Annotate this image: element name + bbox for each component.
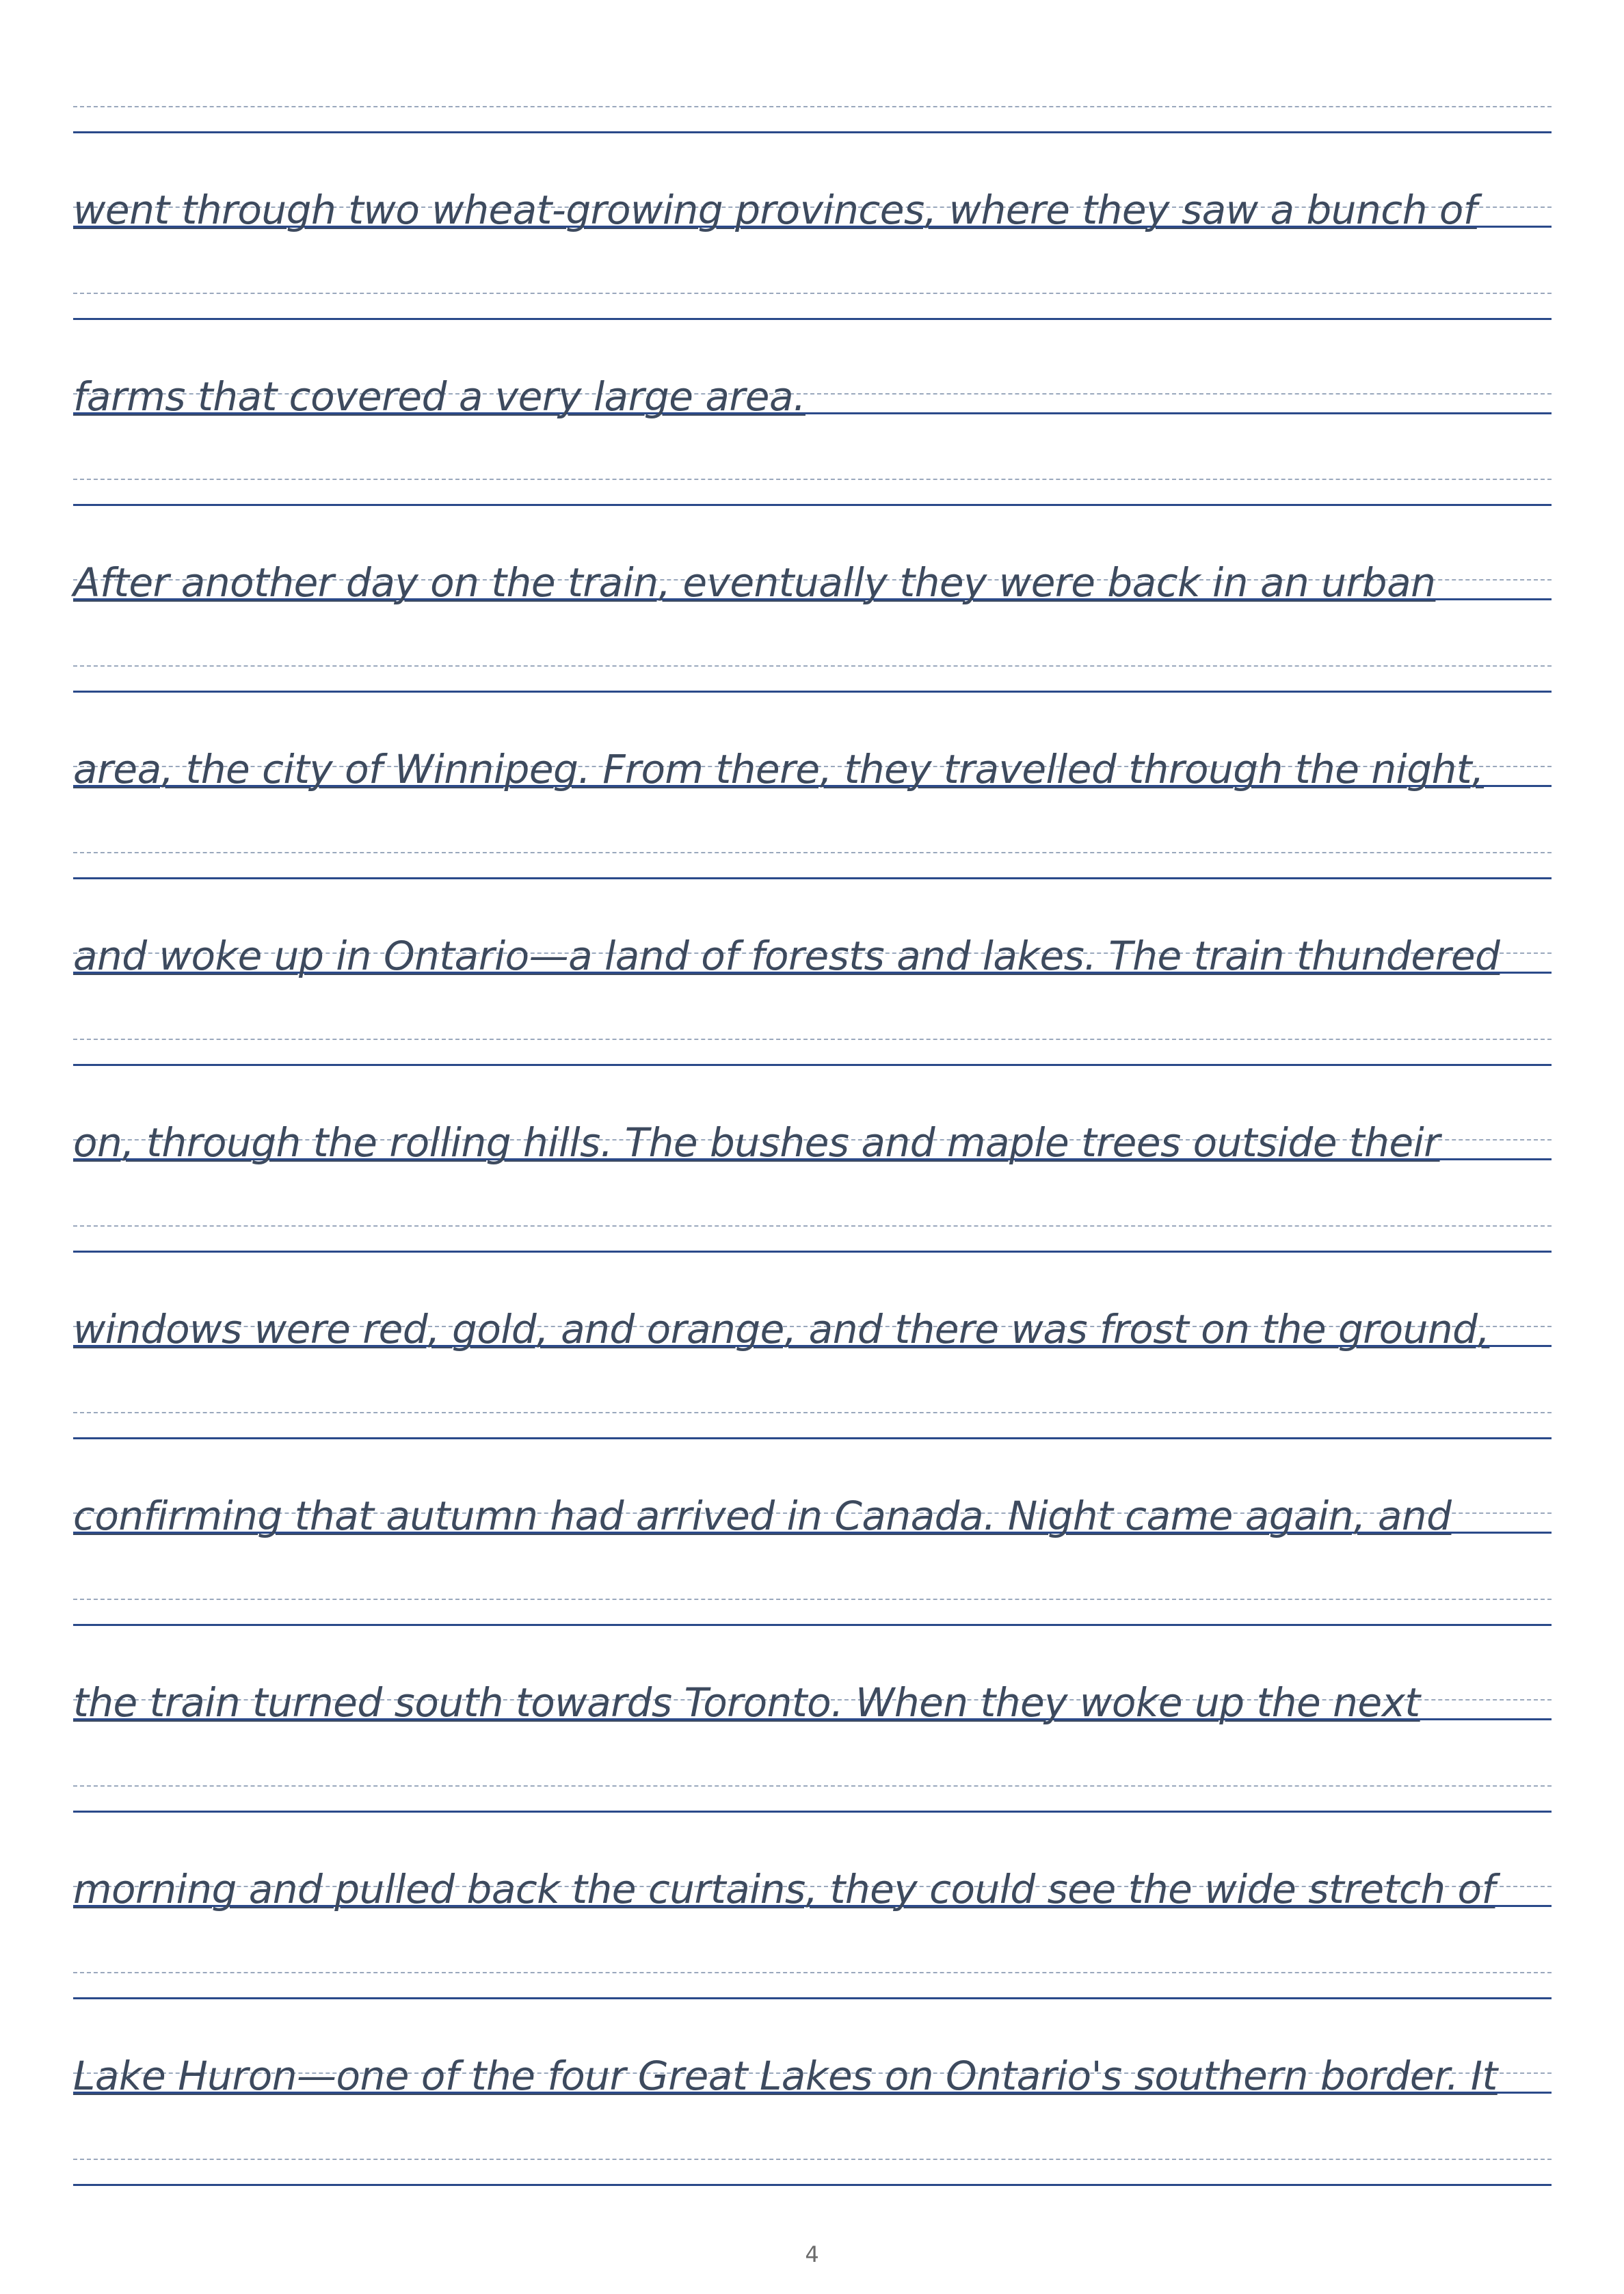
- row-text: morning and pulled back the curtains, they could see the wide stretch of: [73, 1866, 1495, 1912]
- gap-solid-guide: [73, 1624, 1552, 1626]
- gap-solid-guide: [73, 1997, 1552, 1999]
- gap-dashed-guide: [73, 479, 1552, 480]
- row-text: windows were red, gold, and orange, and there was frost on the ground,: [73, 1306, 1490, 1352]
- row-text: and woke up in Ontario—a land of forests and lakes. The train thundered: [73, 933, 1500, 979]
- top-solid-guide: [73, 131, 1552, 133]
- gap-solid-guide: [73, 1251, 1552, 1253]
- row-text: After another day on the train, eventually they were back in an urban: [73, 559, 1436, 606]
- gap-solid-guide: [73, 504, 1552, 506]
- gap-solid-guide: [73, 1064, 1552, 1066]
- gap-solid-guide: [73, 2184, 1552, 2186]
- gap-solid-guide: [73, 1437, 1552, 1439]
- gap-solid-guide: [73, 318, 1552, 320]
- gap-dashed-guide: [73, 1785, 1552, 1787]
- gap-dashed-guide: [73, 852, 1552, 853]
- gap-dashed-guide: [73, 293, 1552, 294]
- row-text: confirming that autumn had arrived in Canada. Night came again, and: [73, 1493, 1452, 1539]
- gap-dashed-guide: [73, 1412, 1552, 1413]
- row-text: area, the city of Winnipeg. From there, they travelled through the night,: [73, 746, 1485, 792]
- top-dashed-guide: [73, 106, 1552, 107]
- row-text: on, through the rolling hills. The bushes and maple trees outside their: [73, 1119, 1440, 1166]
- gap-dashed-guide: [73, 1972, 1552, 1973]
- gap-dashed-guide: [73, 1599, 1552, 1600]
- row-text: the train turned south towards Toronto. When they woke up the next: [73, 1679, 1420, 1726]
- row-text: Lake Huron—one of the four Great Lakes on Ontario's southern border. It: [73, 2053, 1497, 2099]
- gap-dashed-guide: [73, 665, 1552, 667]
- gap-dashed-guide: [73, 1225, 1552, 1227]
- gap-solid-guide: [73, 1811, 1552, 1813]
- gap-dashed-guide: [73, 1039, 1552, 1040]
- page-number: 4: [805, 2241, 819, 2267]
- row-text: went through two wheat-growing provinces, where they saw a bunch of: [73, 187, 1477, 233]
- gap-solid-guide: [73, 877, 1552, 879]
- gap-solid-guide: [73, 691, 1552, 693]
- row-text: farms that covered a very large area.: [73, 373, 806, 420]
- gap-dashed-guide: [73, 2159, 1552, 2160]
